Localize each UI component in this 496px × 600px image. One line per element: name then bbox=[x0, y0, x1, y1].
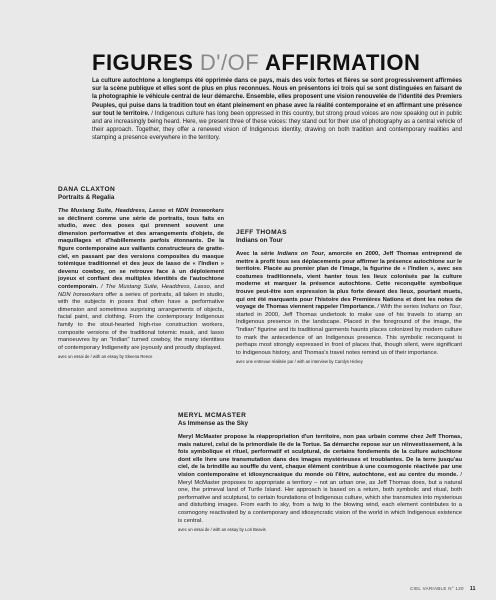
page-footer bbox=[410, 586, 476, 592]
section-credit: avec une entrevue réalisée par / with an interview by Carolyn Hickey bbox=[236, 359, 363, 365]
work-title-inline: / The Mustang Suite, Headdress, Lasso, bbox=[97, 283, 212, 290]
section-mcmaster bbox=[178, 412, 462, 533]
body-english: , started in 2000, Jeff Thomas undertook to make use of his travels to stamp an Indigenous presence in the landscape. Placed in the foreground of the image, the "Indian" figurine and its traditional garments haunts places colonized by modern culture to mark the antecedence of an Indigenous presence. This symbolic reconquest is perhaps most strongly expressed in front of places that, though silent, were significant to Indigenous history, and Thomas's travel notes remind us of their importance. bbox=[236, 304, 462, 356]
section-body bbox=[58, 208, 224, 352]
title-part3: AFFIRMATION bbox=[259, 50, 421, 75]
body-connector: and bbox=[211, 283, 224, 290]
section-body bbox=[236, 251, 462, 357]
work-title-inline: Indians on Tour bbox=[420, 304, 461, 311]
work-title-inline: The Mustang Suite, Headdress, Lasso bbox=[58, 208, 166, 214]
section-credit: avec un essai de / with an essay by Skeena Reece bbox=[58, 354, 153, 360]
work-title-inline: Indians on Tour bbox=[277, 251, 324, 257]
body-connector: Avec la série bbox=[236, 251, 278, 257]
work-title: Indians on Tour bbox=[236, 237, 283, 244]
body-french: Meryl McMaster propose la réappropriation d'un territoire, non pas urbain comme chez Jeff Thomas, mais naturel, celui de la primordiale île de la Tortue. Sa démarche repose sur un réinvestissement, à la fois symbolique et rituel, performatif et sculptural, de certains fondements de la culture autochtone dont elle livre une transmutation dans des images mystérieuses et troublantes. De la terre jusqu'au ciel, de la brindille au souffle du vent, chaque élément contribue à une cosmogonie réactivée par une vision contemporaine et idiosyncrasique du monde où l'être, autochtone, est au centre du monde. bbox=[178, 434, 462, 478]
body-english: / Meryl McMaster proposes to appropriate a territory – not an urban one, as Jeff Thomas does, but a natural one, the primeval land of Turtle Island. Her approach is based on a return, both symbolic and ritual, both performative and sculptural, to certain foundations of Indigenous culture, which she transmutes into mysterious and disturbing images. From earth to sky, from a twig to the blowing wind, each element contributes to a cosmogony reactivated by a contemporary and idiosyncratic vision of the world in which Indigenous existence is central. bbox=[178, 471, 462, 524]
artist-name: MERYL MCMASTER bbox=[178, 412, 247, 419]
intro-english: / Indigenous culture has long been oppressed in this country, but strong proud voices are now speaking out in public and are increasingly being heard. Here, we present three of these voices: they stand out for their use of photography as a central vehicle of their approach. Together, they offer a renewed vision of Indigenous identity, drawing on both tradition and contemporary realities and stamping a presence everywhere in the territory. bbox=[92, 110, 462, 142]
work-title-inline: NDN Ironworkers bbox=[175, 208, 224, 214]
section-body bbox=[178, 434, 462, 525]
body-french: se déclinent comme une série de portraits, tous faits en studio, avec des poses qui prennent souvent une dimension performative et des arrangements d'objets, de maquillages et d'habillements parfois étonnants. De la figure contemporaine aux vaillants constructeurs de gratte-ciel, en passant par des versions composites du masque totémique traditionnel et des jeux de lasso de « l'Indien » devenu cowboy, on se retrouve face à un déploiement joyeux et confiant des multiples identités de l'autochtone contemporain. bbox=[58, 215, 224, 290]
title-part2: D'/OF bbox=[199, 50, 260, 75]
body-connector: et bbox=[165, 208, 176, 214]
title-part1: FIGURES bbox=[92, 50, 200, 75]
body-french: , amorcée en 2000, Jeff Thomas entreprend de mettre à profit tous ses déplacements pour affirmer la présence autochtone sur le territoire. Placée au premier plan de l'image, la figurine de « l'Indien », avec ses costumes traditionnels, vient hanter tous les lieux colonisés par la culture moderne et marquer la présence autochtone. Cette reconquête symbolique trouve peut-être son expression la plus forte devant des lieux, pourtant muets, qui ont été marquants pour l'histoire des Premières Nations et dont les notes de voyage de Thomas viennent rappeler l'importance. bbox=[236, 251, 462, 311]
magazine-name: CIEL VARIABLE N° 120 bbox=[410, 586, 464, 591]
page-title bbox=[92, 50, 420, 76]
work-title: As Immense as the Sky bbox=[178, 420, 249, 427]
work-title-inline: NDN Ironworkers bbox=[58, 291, 104, 298]
artist-name: JEFF THOMAS bbox=[236, 229, 287, 236]
intro-paragraph bbox=[92, 77, 462, 143]
body-connector: / With the series bbox=[375, 304, 421, 311]
work-title: Portraits & Regalia bbox=[58, 194, 115, 201]
body-english: offer a series of portraits, all taken in studio, with the subjects in poses that often have a performative dimension and sometimes surprising arrangements of objects, facial paint, and clothing. From the contemporary Indigenous family to the stout-hearted high-rise construction workers, composite versions of the traditional totemic mask, and lasso manoeuvres by an "Indian" turned cowboy, the many identities of contemporary Indigeneity are joyously and proudly displayed. bbox=[58, 291, 224, 351]
artist-name: DANA CLAXTON bbox=[58, 186, 116, 193]
section-thomas bbox=[236, 229, 462, 365]
section-credit: avec un essai de / with an essay by Lori Beavis bbox=[178, 527, 266, 533]
section-claxton bbox=[58, 186, 224, 360]
page-number: 11 bbox=[469, 586, 476, 592]
intro-french: La culture autochtone a longtemps été opprimée dans ce pays, mais des voix fortes et fières se sont progressivement affirmées sur la scène publique et elles sont de plus en plus reconnues. Nous en présentons ici trois qui se sont distinguées en faisant de la photographie le véhicule central de leur démarche. Ensemble, elles proposent une vision renouvelée de l'identité des Premiers Peuples, qui puise dans la tradition tout en étant pleinement en phase avec la réalité contemporaine et en affirmant une présence sur tout le territoire. bbox=[92, 78, 462, 117]
